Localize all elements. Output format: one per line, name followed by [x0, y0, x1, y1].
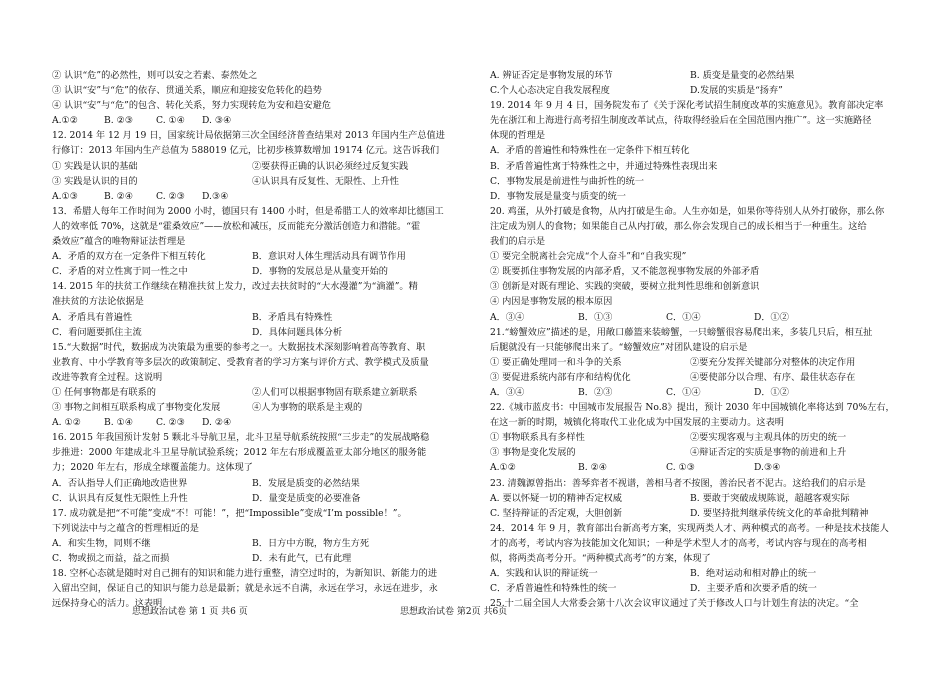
answer-options-row [490, 506, 908, 521]
answer-options-row [490, 445, 908, 460]
text-line: 才的高考，考试内容为技能加文化知识；一种是学术型人才的高考，考试内容与现在的高考相 [490, 537, 867, 549]
answer-options-row [52, 491, 464, 506]
text-line: 13．希腊人每年工作时间为 2000 小时，德国只有 1400 小时，但是希腊工人的效率却比德国工 [52, 205, 444, 217]
answer-options-row [52, 159, 464, 174]
answer-option: D.③④ [754, 462, 781, 474]
answer-option: A．矛盾具有普遍性 [52, 311, 133, 323]
answer-option: C．矛盾的对立性寓于同一性之中 [52, 266, 188, 278]
answer-options-row [52, 385, 464, 400]
answer-options-row [490, 581, 908, 596]
text-line: 12. 2014 年 12 月 19 日，国家统计局依据第三次全国经济普查结果对 2013 年国内生产总值进 [52, 130, 445, 142]
answer-options-row [52, 325, 464, 340]
answer-options-row [490, 370, 908, 385]
answer-option: B. ②④ [578, 462, 608, 474]
answer-option: D．未有此气，已有此理 [252, 553, 352, 564]
answer-option: B．①③ [578, 311, 613, 323]
text-line: 业教育、中小学教育等多层次的政策制定、受教育者的学习方案与评价方式、教学模式及质量 [52, 356, 429, 368]
text-line: 注定成为别人的食物；如果能自己从内打破，那么你会发现自己的成长相当于一种重生。这给 [490, 220, 867, 232]
answer-option: D.发展的实质是“扬弃” [690, 85, 783, 97]
text-line: ② 认识“危”的必然性，则可以安之若素、泰然处之 [52, 70, 258, 81]
answer-options-row [52, 264, 464, 279]
answer-options-row [490, 310, 908, 325]
answer-option: ④要使部分以合理、有序、最佳状态存在 [690, 371, 856, 383]
answer-option: C. ②③ [156, 417, 186, 429]
text-line: 体现的哲理是 [490, 130, 546, 142]
text-line: 后腿就没有一只能够爬出来了。“螃蟹效应”对团队建设的启示是 [490, 341, 748, 353]
text-line: 准扶贫的方法论依据是 [52, 296, 144, 308]
text-line: 21.“螃蟹效应”描述的是，用敞口藤篮来装螃蟹，一只螃蟹很容易爬出来，多装几只后，相互扯 [490, 326, 873, 338]
text-line: 在这一新的时期，城镇化将取代工业化成为中国发展的主要动力。这表明 [490, 417, 784, 429]
answer-option: ②人们可以根据事物固有联系建立新联系 [252, 386, 418, 398]
text-line: ① 要完全脱离社会完成“个人奋斗”和“自我实现” [490, 251, 687, 263]
answer-option: D. ③④ [202, 115, 232, 127]
answer-options-row [490, 355, 908, 370]
text-line: ④ 内因是事物发展的根本原因 [490, 296, 613, 308]
answer-option: C．认识具有反复性无限性上升性 [52, 492, 188, 504]
answer-options-row [490, 68, 908, 83]
text-line: 14. 2015 年的扶贫工作继续在精准扶贫上发力，改过去扶贫时的“大水漫灌”为“滴灌”。精 [52, 281, 418, 293]
answer-option: A．否认指导人们正确地改造世界 [52, 477, 188, 489]
answer-option: C．矛盾普遍性和特殊性的统一 [490, 583, 617, 595]
answer-option: D．事物的发展总是从量变开始的 [252, 266, 388, 278]
text-line: 入留出空间，保证自己的知识与能力总是最新；就是永远不自满，永远在学习，永远在进步，永 [52, 583, 438, 595]
answer-option: ④人为事物的联系是主观的 [252, 402, 363, 414]
answer-option: A．③④ [490, 386, 525, 398]
answer-option: D．①② [754, 311, 789, 323]
answer-option: C.个人心态决定自我发展程度 [490, 85, 610, 97]
answer-options-row [490, 566, 908, 581]
text-line: 24．2014 年 9 月，教育部出台新高考方案，实现两类人才、两种模式的高考。一种是技术技能人 [490, 522, 889, 534]
answer-option: C. ①④ [156, 115, 186, 127]
answer-option: A．和实生物，同则不继 [52, 537, 151, 549]
answer-option: B．意识对人体生理活动具有调节作用 [252, 251, 406, 263]
text-line: 远保持身心的活力。这表明 [52, 598, 163, 610]
answer-options-row [490, 491, 908, 506]
text-line: ③ 创新是对既有理论、实践的突破，要树立批判性思维和创新意识 [490, 281, 760, 293]
text-line: 我们的启示是 [490, 236, 546, 248]
answer-option: D. ②④ [202, 417, 232, 429]
text-line: C．事物发展是前进性与曲折性的统一 [490, 175, 645, 187]
answer-options-row [490, 430, 908, 445]
answer-option: A．③④ [490, 311, 525, 323]
answer-option: C. ②③ [156, 190, 186, 202]
answer-option: ②要充分发挥关键部分对整体的决定作用 [690, 356, 856, 368]
text-line: 15.“大数据”时代，数据成为决策最为重要的参考之一。大数据技术深刻影响着高等教育、职 [52, 341, 426, 353]
answer-option: C. 坚持辩证的否定观，大胆创新 [490, 507, 622, 519]
answer-option: ① 实践是认识的基础 [52, 160, 138, 172]
left-column [52, 68, 464, 611]
text-line: 17. 成功就是把“不可能”变成“不！可能！”，把“Impossible”变成“I’m possible！”。 [52, 507, 407, 519]
text-line: 下列说法中与之蕴含的哲理相近的是 [52, 522, 199, 534]
answer-options-row [52, 415, 464, 430]
answer-option: A．矛盾的双方在一定条件下相互转化 [52, 251, 206, 263]
right-column [490, 68, 908, 611]
answer-options-row [52, 310, 464, 325]
answer-options-row [52, 536, 464, 551]
answer-option: D.③④ [202, 190, 229, 202]
answer-options-row [490, 385, 908, 400]
page-footer-left: 思想政治试卷 第 1 页 共6 页 [132, 607, 248, 617]
answer-option: ②要实现客观与主观具体的历史的统一 [690, 432, 847, 444]
answer-option: B. ②④ [104, 190, 134, 202]
answer-option: A. 要以怀疑一切的精神否定权威 [490, 492, 622, 504]
text-line: 20. 鸡蛋，从外打破是食物，从内打破是生命。人生亦如是，如果你等待别人从外打破你，那么你 [490, 205, 885, 217]
text-line: 步推进：2000 年建成北斗卫星导航试验系统；2012 年左右形成覆盖亚太部分地区的服务能 [52, 447, 427, 459]
answer-option: B．绝对运动和相对静止的统一 [690, 568, 817, 580]
text-line: 改进等教育全过程。这说明 [52, 371, 163, 383]
text-line: 先在浙江和上海进行高考招生制度改革试点，待取得经验后在全国范围内推广”。这一实施路径 [490, 115, 872, 127]
text-line: ④ 认识“安”与“危”的包含、转化关系，努力实现转危为安和趋安避危 [52, 100, 331, 112]
answer-options-row [52, 476, 464, 491]
text-line: 25.十二届全国人大常委会第十八次会议审议通过了关于修改人口与计划生育法的决定。“全 [490, 598, 859, 610]
text-line: 力；2020 年左右，形成全球覆盖能力。这体现了 [52, 462, 253, 474]
answer-option: A. ①② [52, 417, 81, 429]
answer-option: C．①④ [666, 386, 701, 398]
text-line: 行修订：2013 年国内生产总值为 588019 亿元，比初步核算数增加 19174 亿元。这告诉我们 [52, 145, 440, 157]
answer-option: A.①③ [52, 190, 79, 202]
answer-option: B. 质变是量变的必然结果 [690, 70, 795, 81]
answer-option: A. 辨证否定是事物发展的环节 [490, 70, 613, 81]
answer-options-row [52, 551, 464, 566]
answer-option: D．①② [754, 386, 789, 398]
answer-option: C．物或损之而益，益之而损 [52, 553, 170, 564]
answer-option: ③ 实践是认识的目的 [52, 175, 138, 187]
answer-option: C. ①③ [666, 462, 696, 474]
text-line: B．矛盾普遍性寓于特殊性之中，并通过特殊性表现出来 [490, 160, 718, 172]
text-line: 23. 清魏源曾指出：善琴弈者不视谱，善相马者不按图，善治民者不泥古。这给我们的启示是 [490, 477, 866, 489]
text-line: D．事物发展是量变与质变的统一 [490, 190, 626, 202]
answer-options-row [490, 83, 908, 98]
answer-option: D．量变是质变的必要准备 [252, 492, 361, 504]
answer-option: ① 要正确处理同一和斗争的关系 [490, 356, 622, 368]
answer-option: A.①② [490, 462, 517, 474]
text-line: 16. 2015 年我国预计发射 5 颗北斗导航卫星，北斗卫星导航系统按照“三步走”的发展战略稳 [52, 432, 430, 444]
answer-option: B. ②③ [104, 115, 134, 127]
answer-options-row [490, 460, 908, 475]
answer-option: ④认识具有反复性、无限性、上升性 [252, 175, 399, 187]
answer-option: B．②③ [578, 386, 613, 398]
answer-options-row [52, 174, 464, 189]
answer-option: B．矛盾具有特殊性 [252, 311, 333, 323]
answer-options-row [52, 189, 464, 204]
answer-option: C．看问题要抓住主流 [52, 326, 142, 338]
answer-option: ① 任何事物都是有联系的 [52, 386, 156, 398]
answer-option: ④辩证否定的实质是事物的前进和上升 [690, 447, 847, 459]
text-line: 19. 2014 年 9 月 4 日，国务院发布了《关于深化考试招生制度改革的实施意见》。教育部决定率 [490, 100, 884, 112]
answer-option: C．①④ [666, 311, 701, 323]
text-line: 桑效应”蕴含的唯物辩证法哲理是 [52, 236, 186, 248]
answer-option: ③ 要促进系统内部有序和结构优化 [490, 371, 631, 383]
answer-option: ① 事物联系具有多样性 [490, 432, 585, 444]
text-line: ③ 认识“安”与“危”的依存、贯通关系，顺应和迎接安危转化的趋势 [52, 85, 322, 97]
text-line: A．矛盾的普遍性和特殊性在一定条件下相互转化 [490, 145, 690, 157]
answer-option: B．日方中方睨，物方生方死 [252, 537, 370, 549]
answer-option: D. 要坚持批判继承传统文化的革命批判精神 [690, 507, 869, 519]
answer-option: B．发展是质变的必然结果 [252, 477, 360, 489]
answer-option: A．实践和认识的辩证统一 [490, 568, 598, 580]
answer-option: ②要获得正确的认识必须经过反复实践 [252, 160, 409, 172]
answer-option: B. ①④ [104, 417, 134, 429]
answer-option: ③ 事物是变化发展的 [490, 447, 576, 459]
answer-option: D．主要矛盾和次要矛盾的统一 [690, 583, 817, 595]
answer-option: A.①② [52, 115, 79, 127]
text-line: ② 既要抓住事物发展的内部矛盾，又不能忽视事物发展的外部矛盾 [490, 266, 760, 278]
answer-options-row [52, 113, 464, 128]
answer-option: ③ 事物之间相互联系构成了事物变化发展 [52, 402, 221, 414]
text-line: 18. 空杯心态就是随时对自己拥有的知识和能力进行重整，清空过时的，为新知识、新能力的进 [52, 568, 438, 580]
page-footer-right: 思想政治试卷 第2页 共6页 [400, 607, 508, 617]
answer-options-row [52, 249, 464, 264]
answer-option: D．具体问题具体分析 [252, 326, 343, 338]
text-line: 人的效率低 70%，这就是“霍桑效应”——放松和减压，反而能充分激活创造力和潜能。“霍 [52, 220, 421, 232]
answer-option: B. 要敢于突破成规陈说，超越客观实际 [690, 492, 850, 504]
answer-options-row [52, 400, 464, 415]
text-line: 22.《城市蓝皮书：中国城市发展报告 No.8》提出，预计 2030 年中国城镇化率将达到 70%左右， [490, 402, 895, 414]
text-line: 似，将两类高考分开。“两种模式高考”的方案，体现了 [490, 553, 711, 564]
